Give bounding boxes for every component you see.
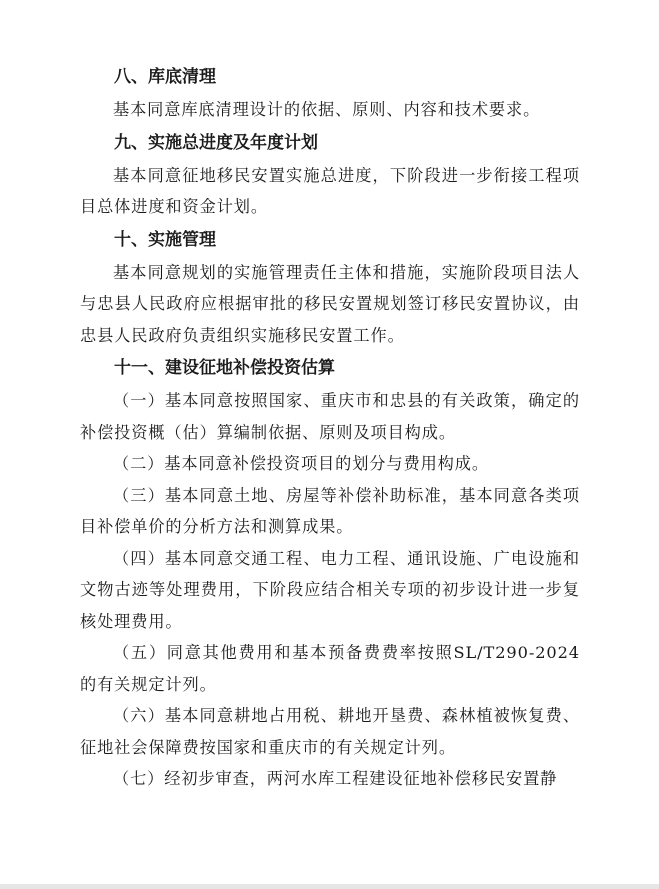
section-11-paragraph-5: （五）同意其他费用和基本预备费费率按照SL/T290-2024的有关规定计列。	[80, 643, 580, 694]
section-9-paragraph-1: 基本同意征地移民安置实施总进度，下阶段进一步衔接工程项目总体进度和资金计划。	[80, 165, 580, 216]
document-body	[80, 60, 580, 795]
section-11-paragraph-1: （一）基本同意按照国家、重庆市和忠县的有关政策，确定的补偿投资概（估）算编制依据、原则及项目构成。	[80, 391, 580, 442]
section-heading-10: 十、实施管理	[114, 229, 216, 250]
section-heading-8: 八、库底清理	[114, 67, 216, 87]
section-heading-9: 九、实施总进度及年度计划	[114, 132, 318, 153]
section-11-paragraph-7: （七）经初步审查，两河水库工程建设征地补偿移民安置静	[113, 769, 558, 788]
page-bottom-edge	[0, 884, 659, 889]
section-11-paragraph-4: （四）基本同意交通工程、电力工程、通讯设施、广电设施和文物古迹等处理费用，下阶段应结合相关专项的初步设计进一步复核处理费用。	[80, 548, 580, 631]
section-8-paragraph-1: 基本同意库底清理设计的依据、原则、内容和技术要求。	[113, 100, 541, 119]
section-11-paragraph-6: （六）基本同意耕地占用税、耕地开垦费、森林植被恢复费、征地社会保障费按国家和重庆市的有关规定计列。	[80, 706, 580, 757]
section-11-paragraph-2: （二）基本同意补偿投资项目的划分与费用构成。	[113, 454, 489, 473]
section-11-paragraph-3: （三）基本同意土地、房屋等补偿补助标准，基本同意各类项目补偿单价的分析方法和测算成果。	[80, 485, 580, 536]
section-10-paragraph-1: 基本同意规划的实施管理责任主体和措施，实施阶段项目法人与忠县人民政府应根据审批的移民安置规划签订移民安置协议，由忠县人民政府负责组织实施移民安置工作。	[80, 262, 580, 345]
section-heading-11: 十一、建设征地补偿投资估算	[114, 358, 335, 378]
